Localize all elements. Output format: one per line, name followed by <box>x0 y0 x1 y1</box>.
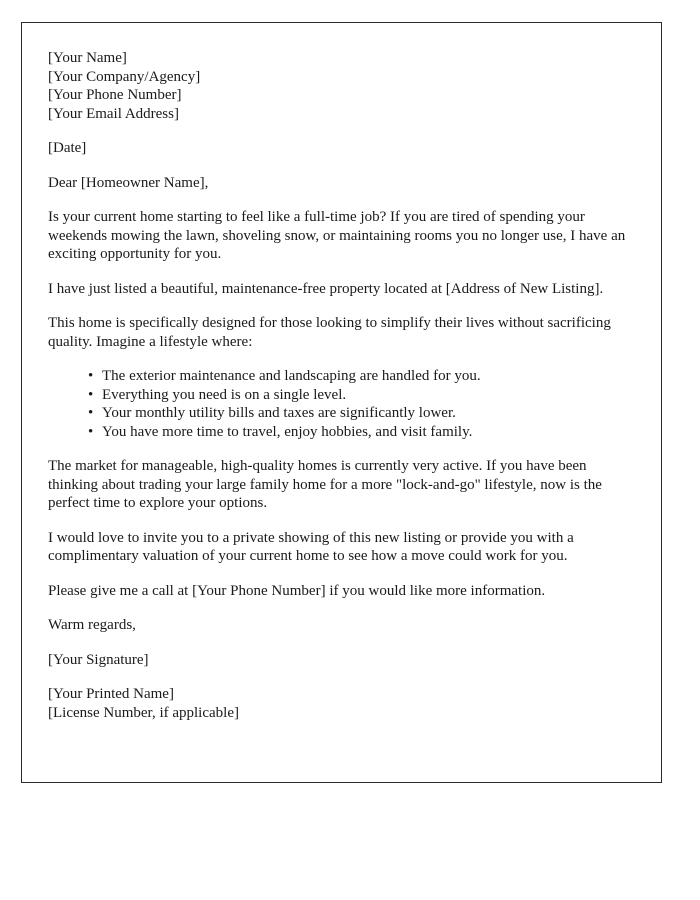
sender-name: [Your Name] <box>48 50 127 66</box>
sender-email: [Your Email Address] <box>48 105 179 122</box>
paragraph-invitation: I would love to invite you to a private showing of this new listing or provide you with a complimentary valuation of your current home to see how a move could work for you. <box>48 529 574 564</box>
paragraph-call-to-action: Please give me a call at [Your Phone Number] if you would like more information. <box>48 582 546 599</box>
sender-address-block <box>48 49 628 123</box>
paragraph-listing: I have just listed a beautiful, maintenance-free property located at [Address of New Listing]. <box>48 280 604 297</box>
paragraph-lead-in: This home is specifically designed for those looking to simplify their lives without sacrificing quality. Imagine a lifestyle where: <box>48 315 611 350</box>
benefits-list <box>48 367 628 441</box>
paragraph-market: The market for manageable, high-quality homes is currently very active. If you have been thinking about trading your large family home for a more "lock-and-go" lifestyle, now is the perfect time to explore your options. <box>48 458 602 511</box>
list-item: • You have more time to travel, enjoy hobbies, and visit family. <box>88 423 628 442</box>
list-item: • The exterior maintenance and landscaping are handled for you. <box>88 367 628 386</box>
list-item: • Your monthly utility bills and taxes are significantly lower. <box>88 404 628 423</box>
letter-closing: Warm regards, <box>48 617 136 633</box>
letter-content <box>48 49 628 722</box>
signature-license: [License Number, if applicable] <box>48 704 239 721</box>
letter-date: [Date] <box>48 140 87 156</box>
paragraph-opening: Is your current home starting to feel like a full-time job? If you are tired of spending your weekends mowing the lawn, shoveling snow, or maintaining rooms you no longer use, I have an exciting opportunity for you. <box>48 209 626 262</box>
signature-name-block <box>48 685 628 722</box>
sender-company: [Your Company/Agency] <box>48 68 201 85</box>
list-item: • Everything you need is on a single level. <box>88 386 628 405</box>
signature-printed-name: [Your Printed Name] <box>48 686 174 702</box>
signature-placeholder: [Your Signature] <box>48 651 149 668</box>
letter-page <box>21 22 662 783</box>
letter-salutation: Dear [Homeowner Name], <box>48 174 209 191</box>
sender-phone: [Your Phone Number] <box>48 87 182 103</box>
